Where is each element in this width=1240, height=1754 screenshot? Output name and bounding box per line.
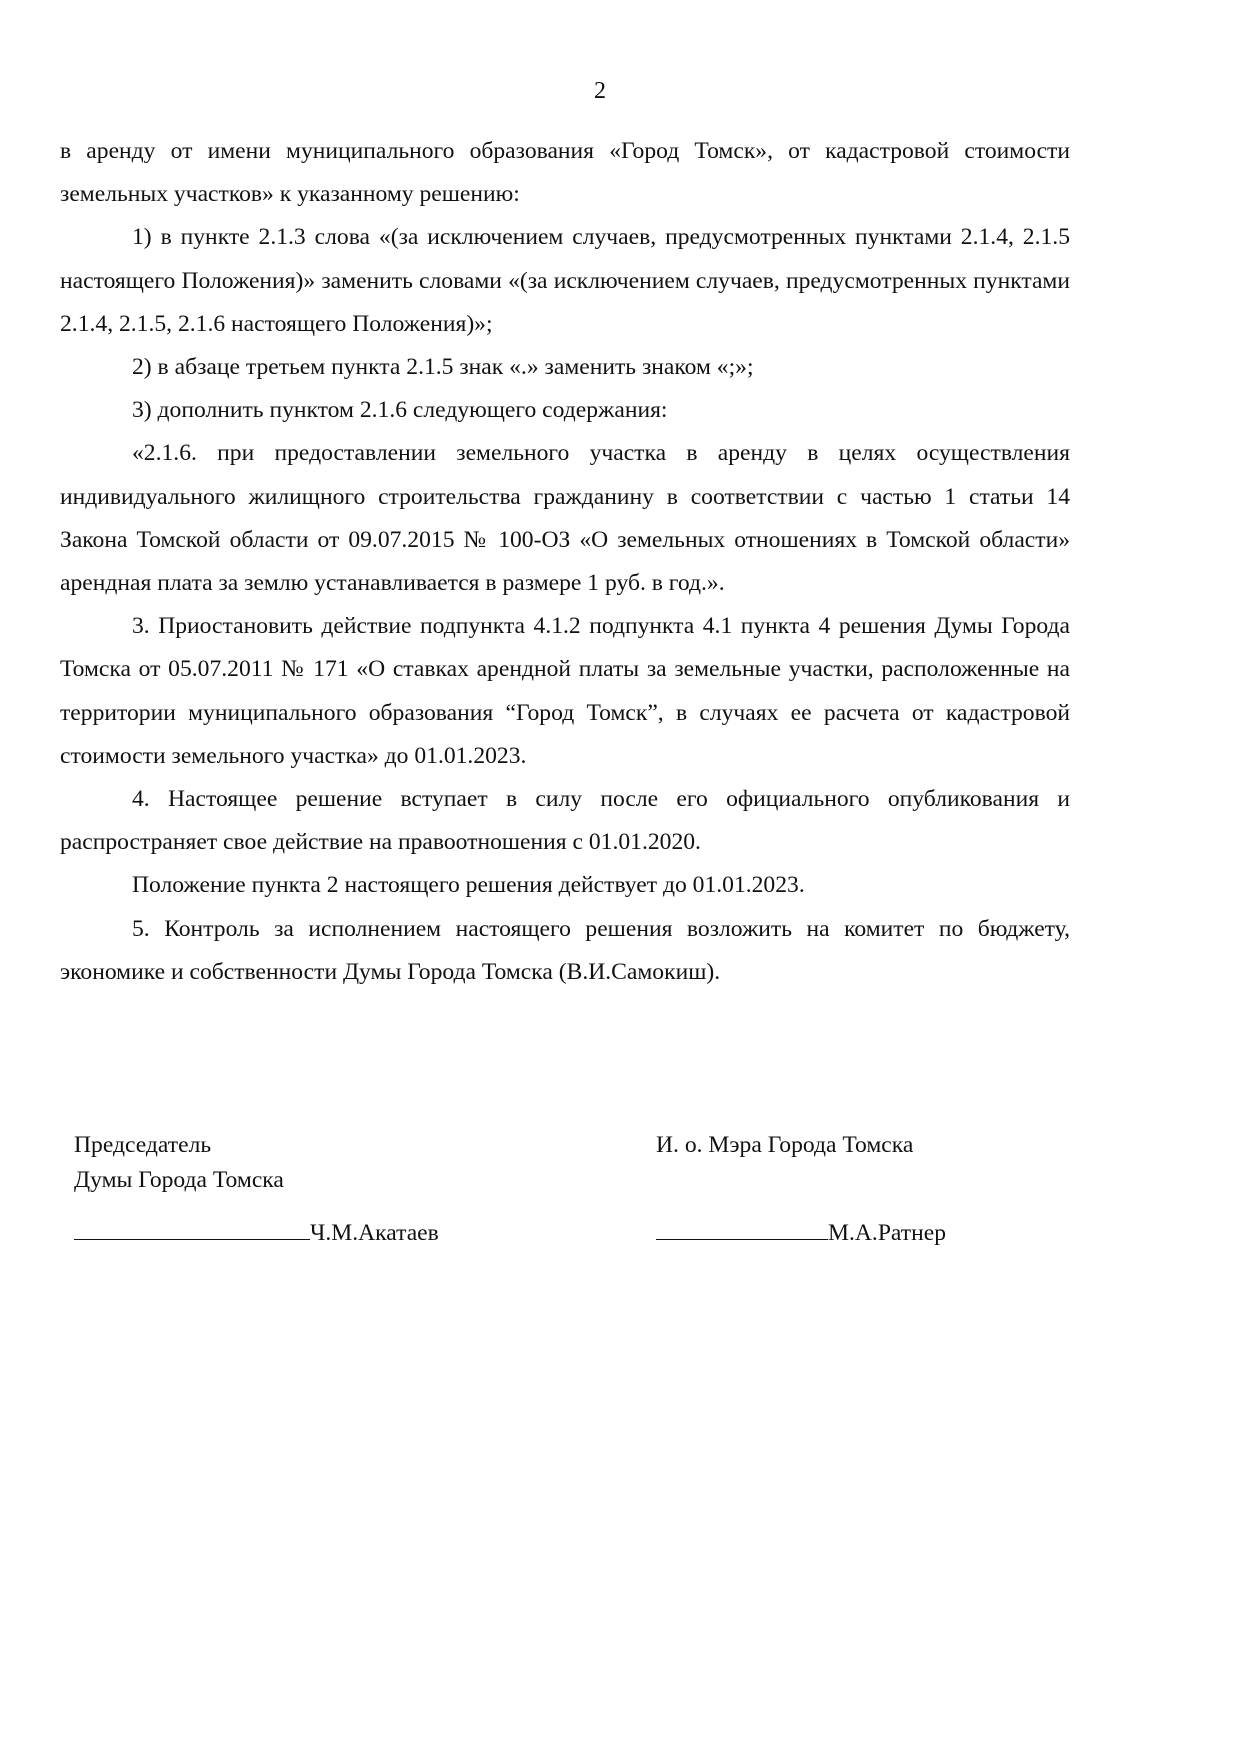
signature-left-name: Ч.М.Акатаев bbox=[310, 1220, 439, 1246]
paragraph-item-1: 1) в пункте 2.1.3 слова «(за исключением случаев, предусмотренных пунктами 2.1.4, 2.1.5 настоящего Положения)» заменить словами «(за исключением случаев, предусмотренных пунктами 2.1.4, 2.1.5, 2.1.6 настоящего Положения)»; bbox=[60, 224, 1070, 337]
signature-left-title-line1: Председатель bbox=[74, 1132, 212, 1158]
signature-right-title-line1: И. о. Мэра Города Томска bbox=[656, 1132, 914, 1158]
paragraph-clause-3: 3. Приостановить действие подпункта 4.1.2 подпункта 4.1 пункта 4 решения Думы Города Томска от 05.07.2011 № 171 «О ставках арендной платы за земельные участки, расположенные на территории муниципального образования “Город Томск”, в случаях ее расчета от кадастровой стоимости земельного участка» до 01.01.2023. bbox=[60, 613, 1070, 769]
page-number: 2 bbox=[594, 78, 606, 104]
signature-blank-left bbox=[74, 1215, 310, 1240]
signature-right-name: М.А.Ратнер bbox=[828, 1220, 947, 1246]
paragraph-item-2: 2) в абзаце третьем пункта 2.1.5 знак «.» заменить знаком «;»; bbox=[132, 354, 754, 381]
signature-blank-right bbox=[656, 1215, 828, 1240]
paragraph-clause-4-provision: Положение пункта 2 настоящего решения действует до 01.01.2023. bbox=[132, 872, 805, 899]
paragraph-quote-2-1-6: «2.1.6. при предоставлении земельного участка в аренду в целях осуществления индивидуального жилищного строительства гражданину в соответствии с частью 1 статьи 14 Закона Томской области от 09.07.2015 № 100-ОЗ «О земельных отношениях в Томской области» арендная плата за землю устанавливается в размере 1 руб. в год.». bbox=[60, 440, 1070, 597]
paragraph-continuation: в аренду от имени муниципального образования «Город Томск», от кадастровой стоимости земельных участков» к указанному решению: bbox=[60, 138, 1070, 208]
signature-left-title bbox=[74, 1128, 284, 1198]
document-body bbox=[60, 130, 1070, 994]
signature-right-title bbox=[656, 1128, 913, 1163]
paragraph-item-3: 3) дополнить пунктом 2.1.6 следующего содержания: bbox=[132, 397, 668, 424]
signature-left-line bbox=[74, 1215, 439, 1251]
paragraph-clause-4: 4. Настоящее решение вступает в силу после его официального опубликования и распространяет свое действие на правоотношения с 01.01.2020. bbox=[60, 786, 1070, 856]
paragraph-clause-5: 5. Контроль за исполнением настоящего решения возложить на комитет по бюджету, экономике и собственности Думы Города Томска (В.И.Самокиш). bbox=[60, 915, 1070, 985]
signature-right-line bbox=[656, 1215, 946, 1251]
signature-left-title-line2: Думы Города Томска bbox=[74, 1167, 284, 1193]
